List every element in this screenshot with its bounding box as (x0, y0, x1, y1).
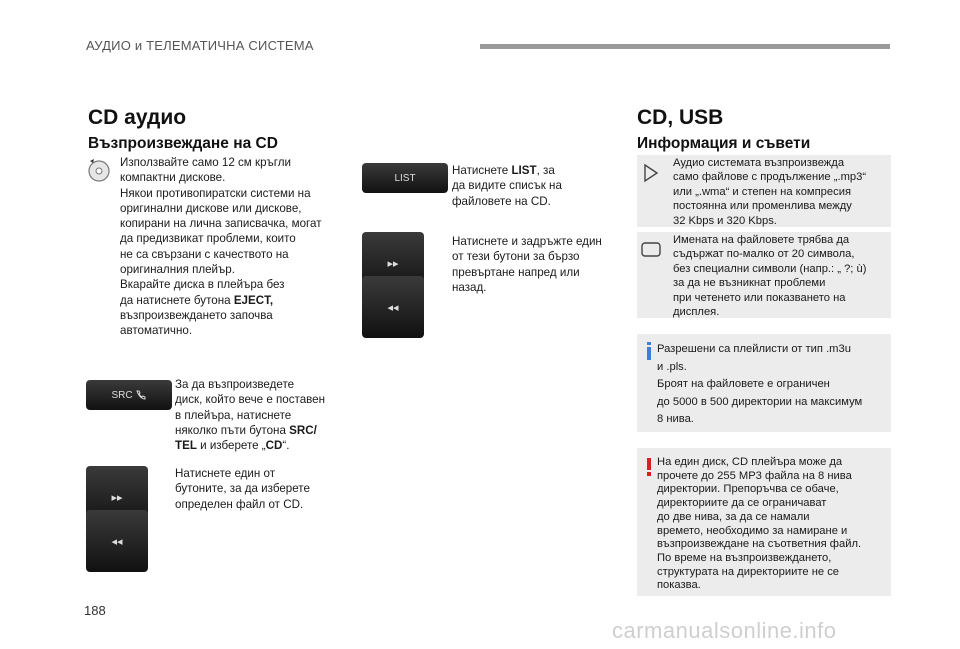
src-instructions-text: За да възпроизведете диск, който вече е поставен в плейъра, натиснете няколко пъти бутона SRC/ TEL и изберете „CD“. (175, 378, 326, 453)
section-header-title: АУДИО и ТЕЛЕМАТИЧНА СИСТЕМА (86, 38, 314, 53)
info-formats-text: Аудио системата възпроизвежда само файлове с продължение „.mp3“ или „.wma“ и степен на компресия постоянна или променлива между 32 Kbps и 320 Kbps. (673, 157, 867, 227)
warning-directories-text: На един диск, CD плейъра може да прочете до 255 MP3 файла на 8 нива директории. Препоръчва се обаче, директориите да се ограничават до две нива, за да се намали времето, необходимо за намиране и възпроизвеждане на съответния файл. По време на възпроизвеждането, структурата на директориите не се показва. (657, 456, 862, 592)
cd-playback-subtitle: Възпроизвеждане на CD (88, 135, 278, 152)
watermark: carmanualsonline.info (612, 618, 837, 643)
fast-forward-icon: ▸▸ (387, 257, 399, 270)
select-file-text: Натиснете един от бутоните, за да изберете определен файл от CD. (175, 467, 310, 511)
src-tel-button[interactable] (86, 380, 172, 410)
rewind-icon: ◂◂ (387, 301, 399, 314)
fast-scroll-text: Натиснете и задръжте един от тези бутони за бързо превъртане напред или назад. (452, 235, 602, 294)
note-playlists-text: Разрешени са плейлисти от тип .m3u и .pls. Броят на файловете е ограничен до 5000 в 500 директории на максимум 8 нива. (657, 343, 863, 425)
src-button-label: SRC (111, 389, 133, 401)
previous-track-button[interactable] (86, 510, 148, 572)
list-button[interactable] (362, 163, 448, 193)
cd-disc-icon (86, 157, 112, 183)
list-instructions-text: Натиснете LIST, за да видите списък на файловете на CD. (452, 164, 562, 208)
cd-audio-title: CD аудио (88, 106, 187, 129)
cd-usage-text: Използвайте само 12 см кръгли компактни дискове. Някои противопиратски системи на оригинални дискове или дискове, копирани на лична записвачка, могат да предизвикат проблеми, които не са свързани с качеството на оригиналния плейър. Вкарайте диска в плейъра без да натиснете бутона EJECT, възпроизвеждането започва автоматично. (120, 156, 322, 338)
fast-rewind-button[interactable] (362, 276, 424, 338)
info-filenames-text: Имената на файловете трябва да съдържат по-малко от 20 символа, без специални символи (напр.: „ ?; ù) за да не възникнат проблеми при четенето или показването на дисплея. (673, 234, 867, 319)
phone-icon (135, 389, 147, 401)
fast-forward-icon: ▸▸ (111, 491, 123, 504)
warning-exclamation-icon (645, 457, 653, 477)
display-screen-icon (640, 240, 662, 260)
page-number: 188 (84, 603, 106, 618)
play-icon (641, 162, 661, 184)
rewind-icon: ◂◂ (111, 535, 123, 548)
list-button-label: LIST (394, 172, 416, 184)
header-bar (480, 44, 890, 49)
cd-usb-title: CD, USB (637, 106, 724, 129)
info-i-icon (645, 341, 653, 361)
info-tips-subtitle: Информация и съвети (637, 135, 811, 152)
